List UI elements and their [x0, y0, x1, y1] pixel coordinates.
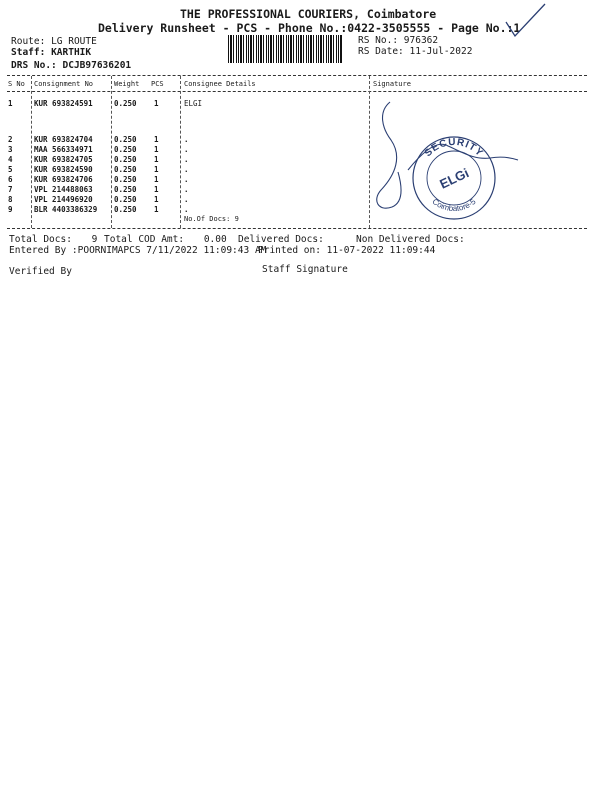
row-sno: 9 [8, 205, 13, 214]
row-weight: 0.250 [114, 165, 137, 174]
rs-no-label: RS No.: [358, 35, 399, 46]
row-pcs: 1 [154, 205, 159, 214]
row-weight: 0.250 [114, 135, 137, 144]
checkmark-icon [506, 4, 545, 36]
drs-value: DCJB97636201 [62, 60, 132, 71]
route-value: LG ROUTE [51, 36, 97, 47]
row-weight: 0.250 [114, 155, 137, 164]
col-header-consignment: Consignment No [34, 80, 94, 88]
non-delivered-docs: Non Delivered Docs: [356, 234, 465, 245]
rs-date-label: RS Date: [358, 46, 404, 57]
row-consignee: . [184, 175, 189, 184]
svg-text:SECURITY [423, 137, 486, 159]
row-consignment-no: KUR 693824591 [34, 99, 93, 108]
row-weight: 0.250 [114, 195, 137, 204]
row-consignee: . [184, 205, 189, 214]
row-consignment-no: VPL 214488063 [34, 185, 93, 194]
col-header-pcs: PCS [151, 80, 164, 88]
row-consignment-no: VPL 214496920 [34, 195, 93, 204]
row-sno: 5 [8, 165, 13, 174]
col-header-sno: S No [8, 80, 25, 88]
row-weight: 0.250 [114, 145, 137, 154]
row-sno: 1 [8, 99, 13, 108]
row-pcs: 1 [154, 99, 159, 108]
no-of-docs: No.Of Docs: 9 [184, 215, 239, 223]
row-consignment-no: KUR 693824704 [34, 135, 93, 144]
verified-by: Verified By [9, 266, 72, 277]
row-sno: 8 [8, 195, 13, 204]
rs-date-value: 11-Jul-2022 [409, 46, 473, 57]
row-sno: 4 [8, 155, 13, 164]
row-consignee: . [184, 195, 189, 204]
row-weight: 0.250 [114, 185, 137, 194]
row-pcs: 1 [154, 145, 159, 154]
row-sno: 6 [8, 175, 13, 184]
total-docs-label: Total Docs: [9, 234, 72, 245]
entered-by: Entered By :POORNIMAPCS 7/11/2022 11:09:43 AM [9, 245, 267, 256]
staff-label: Staff: [11, 47, 46, 58]
row-consignment-no: MAA 566334971 [34, 145, 93, 154]
printed-on: Printed on: 11-07-2022 11:09:44 [258, 245, 436, 256]
staff-value: KARTHIK [51, 47, 92, 58]
svg-text:Coimbatore-5 [431, 197, 478, 213]
stamp-center-text: ELGi [437, 165, 472, 192]
row-consignee: . [184, 145, 189, 154]
row-pcs: 1 [154, 185, 159, 194]
handwritten-signature [377, 102, 518, 208]
row-consignment-no: KUR 693824706 [34, 175, 93, 184]
row-consignee: . [184, 135, 189, 144]
row-consignee: . [184, 165, 189, 174]
row-weight: 0.250 [114, 205, 137, 214]
route-label: Route: [11, 36, 46, 47]
row-sno: 7 [8, 185, 13, 194]
cod-label: Total COD Amt: [104, 234, 185, 245]
runsheet-title: Delivery Runsheet - PCS - Phone No.:0422-3505555 - Page No.:1 [98, 21, 521, 35]
col-header-signature: Signature [373, 80, 411, 88]
rs-no-value: 976362 [403, 35, 439, 46]
row-pcs: 1 [154, 165, 159, 174]
row-consignee: ELGI [184, 99, 203, 108]
row-sno: 3 [8, 145, 13, 154]
row-consignee: . [184, 185, 189, 194]
row-pcs: 1 [154, 155, 159, 164]
row-pcs: 1 [154, 135, 159, 144]
staff-signature: Staff Signature [262, 264, 348, 275]
row-consignment-no: KUR 693824705 [34, 155, 93, 164]
row-consignment-no: KUR 693824590 [34, 165, 93, 174]
stamp-top-text: SECURITY [422, 136, 486, 160]
row-consignee: . [184, 155, 189, 164]
cod-value: 0.00 [203, 234, 227, 245]
stamp-bottom-text: Coimbatore-5 [430, 196, 478, 214]
row-sno: 2 [8, 135, 13, 144]
total-docs-value: 9 [91, 234, 98, 245]
col-header-consignee: Consignee Details [184, 80, 256, 88]
row-pcs: 1 [154, 195, 159, 204]
company-name: THE PROFESSIONAL COURIERS, Coimbatore [180, 7, 437, 21]
delivered-docs: Delivered Docs: [238, 234, 324, 245]
drs-label: DRS No.: [11, 60, 57, 71]
col-header-weight: Weight [114, 80, 140, 88]
row-consignment-no: BLR 4403386329 [34, 205, 98, 214]
row-pcs: 1 [154, 175, 159, 184]
row-weight: 0.250 [114, 175, 137, 184]
row-weight: 0.250 [114, 99, 137, 108]
